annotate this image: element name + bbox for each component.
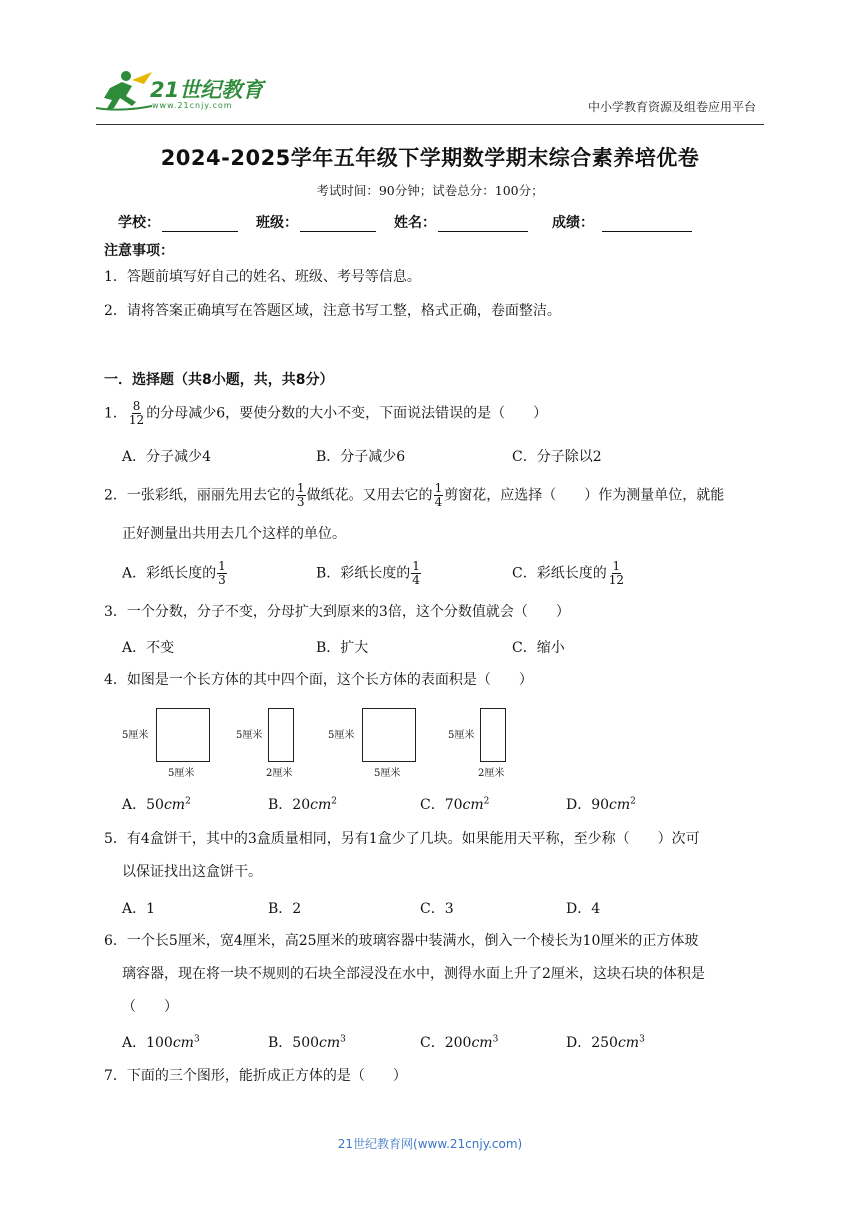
logo-url: www.21cnjy.com	[152, 101, 233, 110]
cuboid-faces-figure	[118, 698, 516, 782]
school-field[interactable]: 学校：	[118, 212, 238, 232]
face-height-label: 5厘米	[328, 730, 355, 741]
option-b[interactable]: B．分子减少6	[316, 449, 406, 465]
option-c[interactable]: C．$200cm^3$	[420, 1034, 499, 1051]
class-blank[interactable]	[300, 217, 376, 232]
option-b[interactable]: B．2	[268, 901, 302, 917]
option-a[interactable]: A．$100cm^3$	[122, 1034, 200, 1051]
page-title: 2024-2025学年五年级下学期数学期末综合素养培优卷	[160, 146, 700, 170]
option-c[interactable]: C．缩小	[512, 640, 565, 656]
name-field[interactable]: 姓名：	[394, 212, 528, 232]
logo-text: 21世纪教育	[150, 78, 264, 102]
option-b[interactable]: B．$20cm^2$	[268, 796, 337, 813]
platform-label: 中小学教育资源及组卷应用平台	[587, 100, 756, 114]
class-field[interactable]: 班级：	[256, 212, 376, 232]
notice-item: 1．答题前填写好自己的姓名、班级、考号等信息。	[104, 269, 421, 285]
fraction: $\frac{8}{12}$	[128, 399, 145, 427]
question-6-cont: （ ）	[122, 999, 178, 1015]
score-field[interactable]: 成绩：	[552, 212, 692, 232]
option-a[interactable]: A．不变	[122, 640, 175, 656]
school-blank[interactable]	[162, 217, 238, 232]
face-width-label: 5厘米	[168, 768, 195, 779]
question-5-cont: 以保证找出这盒饼干。	[122, 864, 262, 880]
option-c[interactable]: C．$70cm^2$	[420, 796, 490, 813]
option-d[interactable]: D．$250cm^3$	[566, 1034, 645, 1051]
face-height-label: 5厘米	[122, 730, 149, 741]
option-c[interactable]: C．分子除以2	[512, 449, 602, 465]
score-blank[interactable]	[602, 217, 692, 232]
option-d[interactable]: D．$90cm^2$	[566, 796, 636, 813]
option-b[interactable]: B．$500cm^3$	[268, 1034, 346, 1051]
face-rect	[268, 708, 294, 762]
option-a[interactable]: A．$50cm^2$	[122, 796, 191, 813]
question-2-cont: 正好测量出共用去几个这样的单位。	[122, 526, 346, 542]
question-2: 2．一张彩纸，丽丽先用去它的 $\frac{1}{3}$ 做纸花。又用去它的 $\frac{1}{4}$ 剪窗花，应选择（ ）作为测量单位，就能	[104, 481, 725, 509]
question-3: 3．一个分数，分子不变，分母扩大到原来的3倍，这个分数值就会（ ）	[104, 604, 570, 620]
notice-title: 注意事项：	[104, 243, 174, 259]
face-height-label: 5厘米	[236, 730, 263, 741]
logo	[92, 68, 267, 116]
notice-item: 2．请将答案正确填写在答题区域，注意书写工整，格式正确，卷面整洁。	[104, 303, 561, 319]
question-7: 7．下面的三个图形，能折成正方体的是（ ）	[104, 1068, 407, 1084]
option-d[interactable]: D．4	[566, 901, 601, 917]
face-width-label: 5厘米	[374, 768, 401, 779]
section-heading: 一．选择题（共8小题，共，共8分）	[104, 372, 334, 388]
option-b[interactable]: B．扩大	[316, 640, 369, 656]
option-a[interactable]: A．1	[122, 901, 156, 917]
face-width-label: 2厘米	[478, 768, 505, 779]
question-6-cont: 璃容器，现在将一块不规则的石块全部浸没在水中，测得水面上升了2厘米，这块石块的体积是	[122, 966, 705, 982]
face-width-label: 2厘米	[266, 768, 293, 779]
question-1: 1． $\frac{8}{12}$ 的分母减少6，要使分数的大小不变，下面说法错误的是（ ）	[104, 399, 548, 427]
option-b[interactable]: B．彩纸长度的 $\frac{1}{4}$	[316, 559, 420, 587]
face-height-label: 5厘米	[448, 730, 475, 741]
question-4: 4．如图是一个长方体的其中四个面，这个长方体的表面积是（ ）	[104, 672, 533, 688]
option-c[interactable]: C．彩纸长度的 $\frac{1}{12}$	[512, 559, 624, 587]
option-a[interactable]: A．彩纸长度的 $\frac{1}{3}$	[122, 559, 226, 587]
question-5: 5．有4盒饼干，其中的3盒质量相同，另有1盒少了几块。如果能用天平称，至少称（ ）次可	[104, 831, 700, 847]
option-c[interactable]: C．3	[420, 901, 454, 917]
face-square	[362, 708, 416, 762]
option-a[interactable]: A．分子减少4	[122, 449, 212, 465]
footer-link[interactable]: 21世纪教育网(www.21cnjy.com)	[337, 1137, 523, 1151]
name-blank[interactable]	[438, 217, 528, 232]
face-square	[156, 708, 210, 762]
face-rect	[480, 708, 506, 762]
question-6: 6．一个长5厘米，宽4厘米，高25厘米的玻璃容器中装满水，倒入一个棱长为10厘米的正方体玻	[104, 933, 699, 949]
student-info-fields	[118, 212, 710, 232]
header-divider	[96, 124, 764, 125]
exam-info: 考试时间：90分钟；试卷总分：100分；	[316, 183, 544, 198]
